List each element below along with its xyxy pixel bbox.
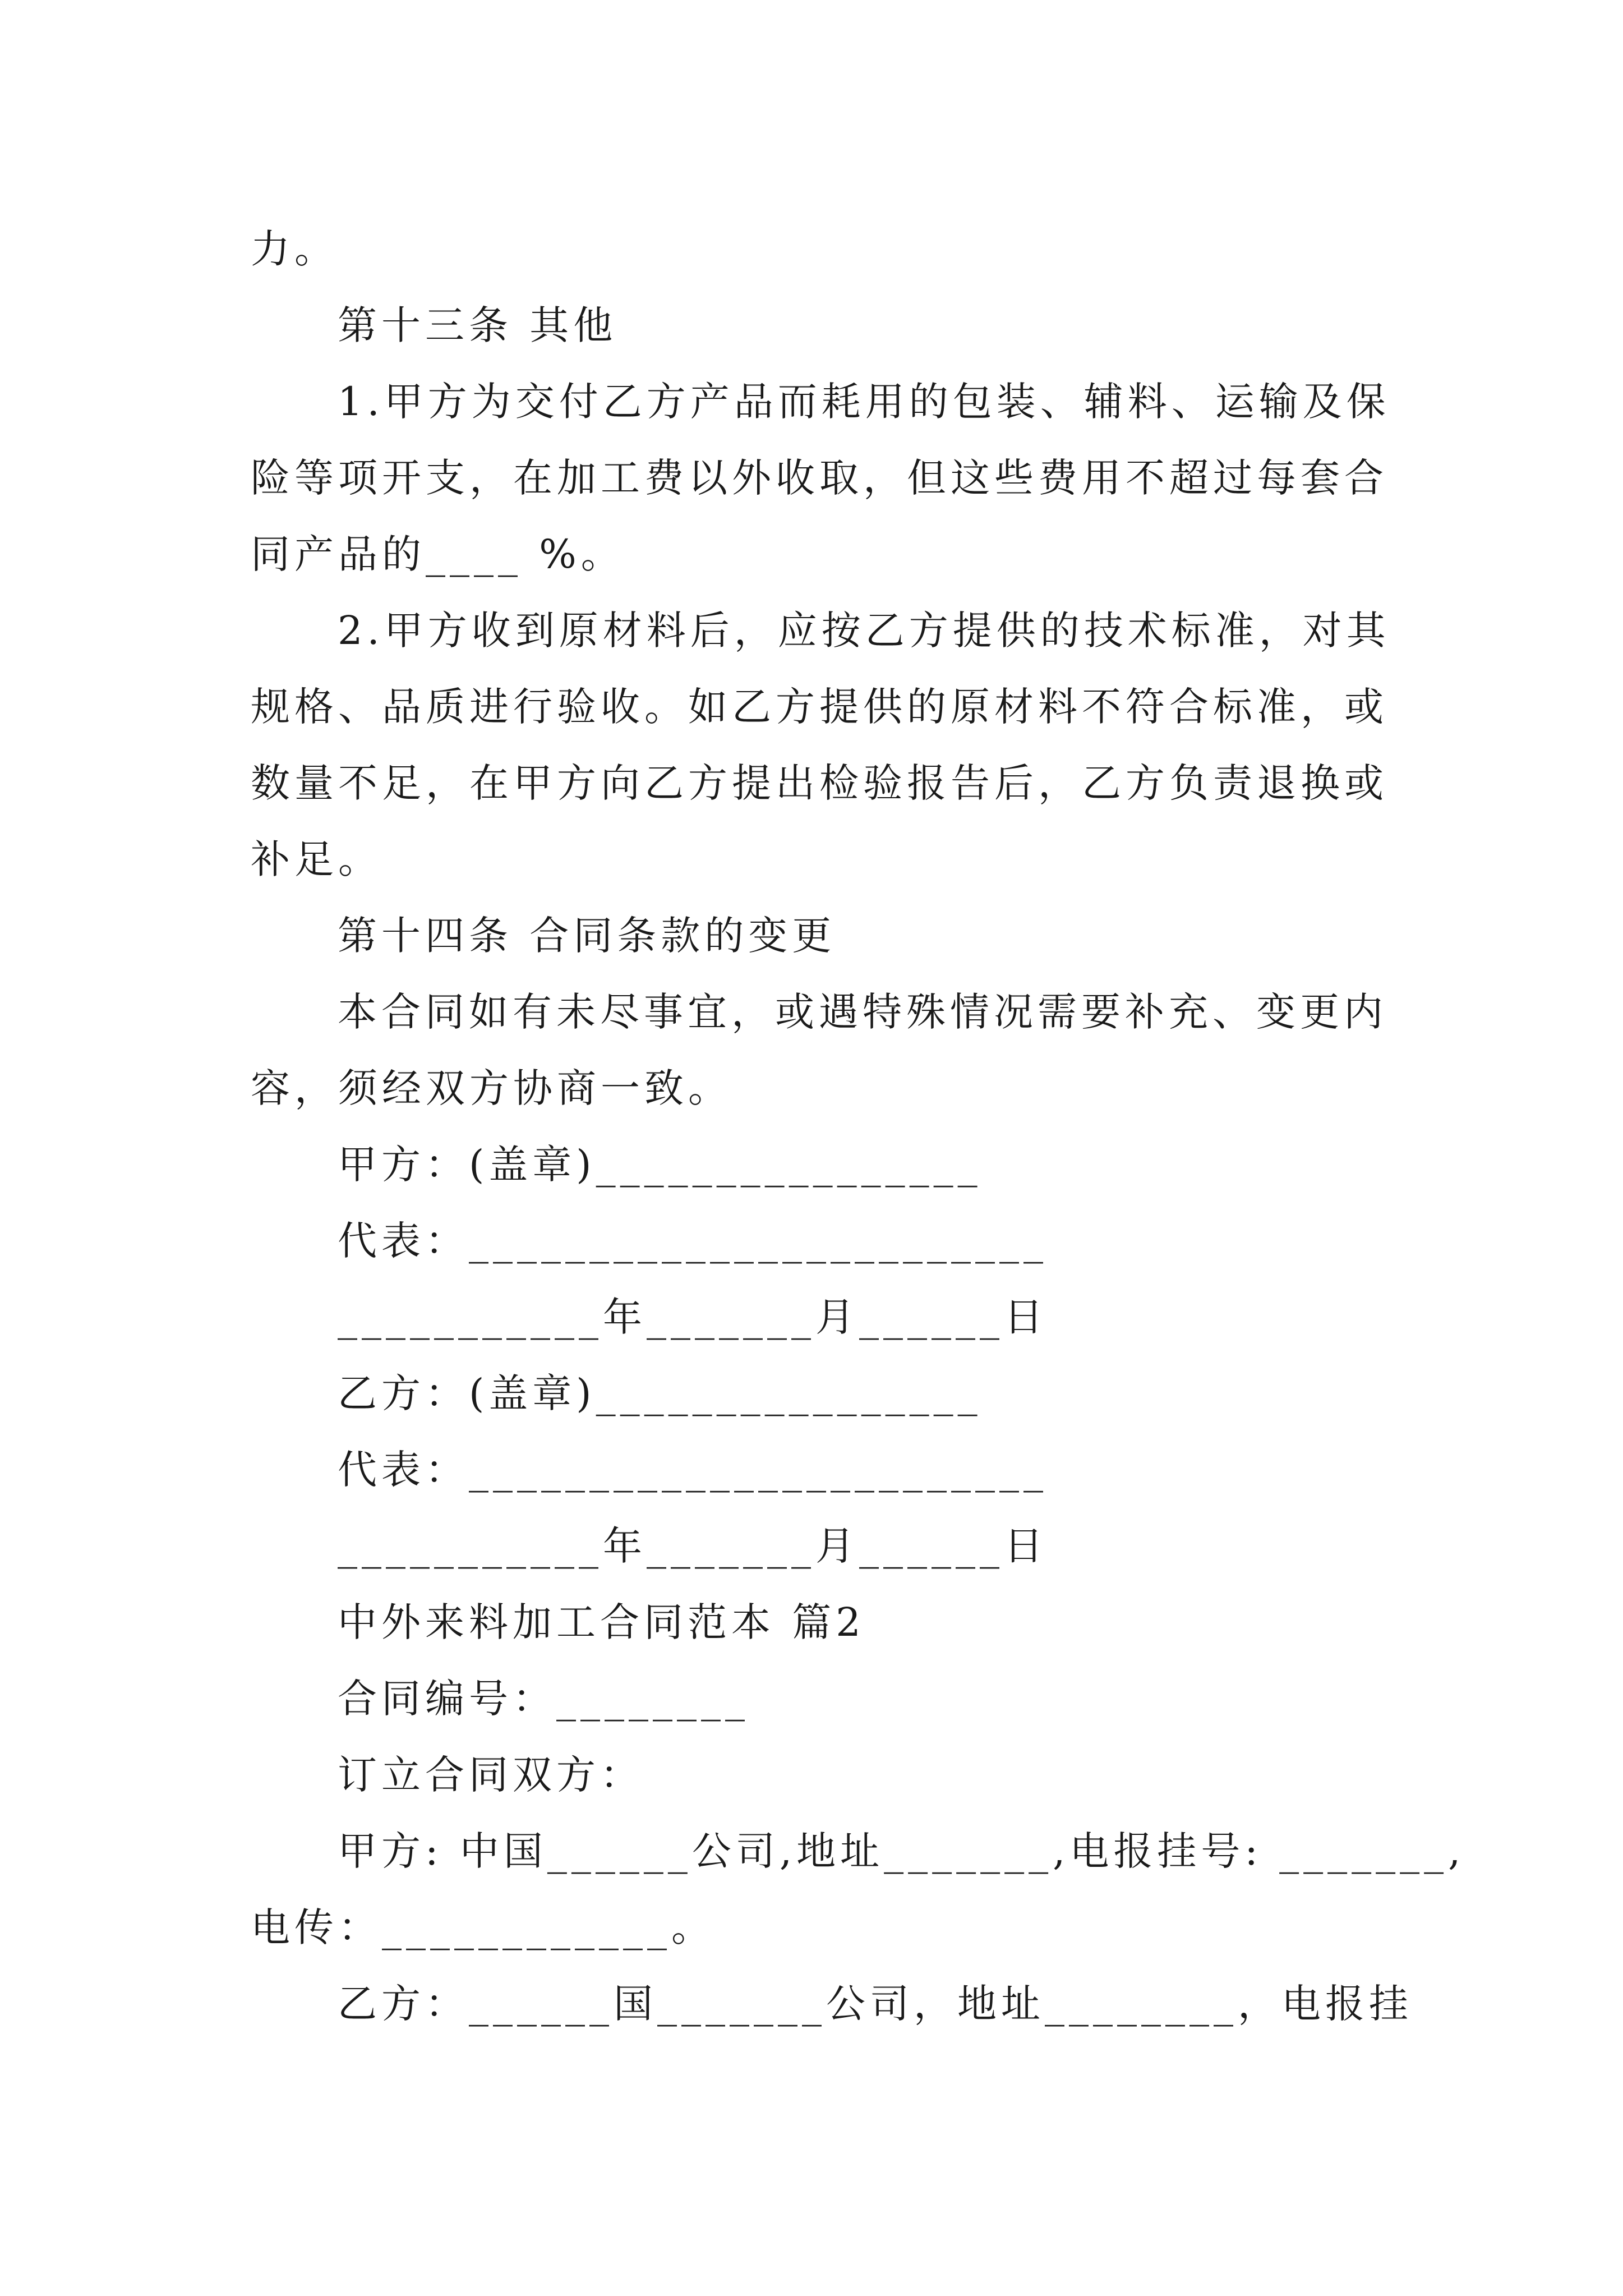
- clause-13-2-line-4: 补足。: [251, 836, 382, 882]
- party-a-details-line-1: 甲方: 中国______公司,地址_______,电报挂号: _______,: [338, 1828, 1465, 1874]
- contract-2-title: 中外来料加工合同范本 篇2: [338, 1599, 865, 1645]
- party-b-date-line: ___________年_______月______日: [338, 1523, 1048, 1569]
- party-a-details-line-2: 电传：____________。: [251, 1904, 715, 1950]
- clause-13-1-line-1: 1.甲方为交付乙方产品而耗用的包装、辅料、运输及保: [338, 379, 1390, 425]
- clause-13-2-line-2: 规格、品质进行验收。如乙方提供的原材料不符合标准，或: [251, 684, 1388, 730]
- party-a-date-line: ___________年_______月______日: [338, 1294, 1048, 1340]
- clause-13-1-line-2: 险等项开支，在加工费以外收取，但这些费用不超过每套合: [251, 455, 1388, 501]
- article-13-heading: 第十三条 其他: [338, 302, 617, 348]
- article-14-heading: 第十四条 合同条款的变更: [338, 913, 836, 959]
- clause-13-2-line-1: 2.甲方收到原材料后，应按乙方提供的技术标准，对其: [338, 608, 1390, 654]
- article-14-text-line-1: 本合同如有未尽事宜，或遇特殊情况需要补充、变更内: [338, 989, 1387, 1035]
- party-a-seal-line: 甲方：(盖章)________________: [338, 1142, 982, 1188]
- contract-number-line: 合同编号：________: [338, 1676, 749, 1722]
- contracting-parties-label: 订立合同双方：: [338, 1752, 644, 1798]
- article-14-text-line-2: 容，须经双方协商一致。: [251, 1065, 732, 1111]
- clause-13-2-line-3: 数量不足，在甲方向乙方提出检验报告后，乙方负责退换或: [251, 760, 1388, 806]
- party-b-seal-line: 乙方：(盖章)________________: [338, 1370, 982, 1416]
- paragraph-continuation: 力。: [251, 226, 338, 272]
- party-b-details-line-1: 乙方：______国_______公司，地址________，电报挂: [338, 1981, 1413, 2027]
- party-a-representative-line: 代表：________________________: [338, 1218, 1048, 1264]
- clause-13-1-line-3: 同产品的____ %。: [251, 531, 625, 577]
- party-b-representative-line: 代表：________________________: [338, 1447, 1048, 1493]
